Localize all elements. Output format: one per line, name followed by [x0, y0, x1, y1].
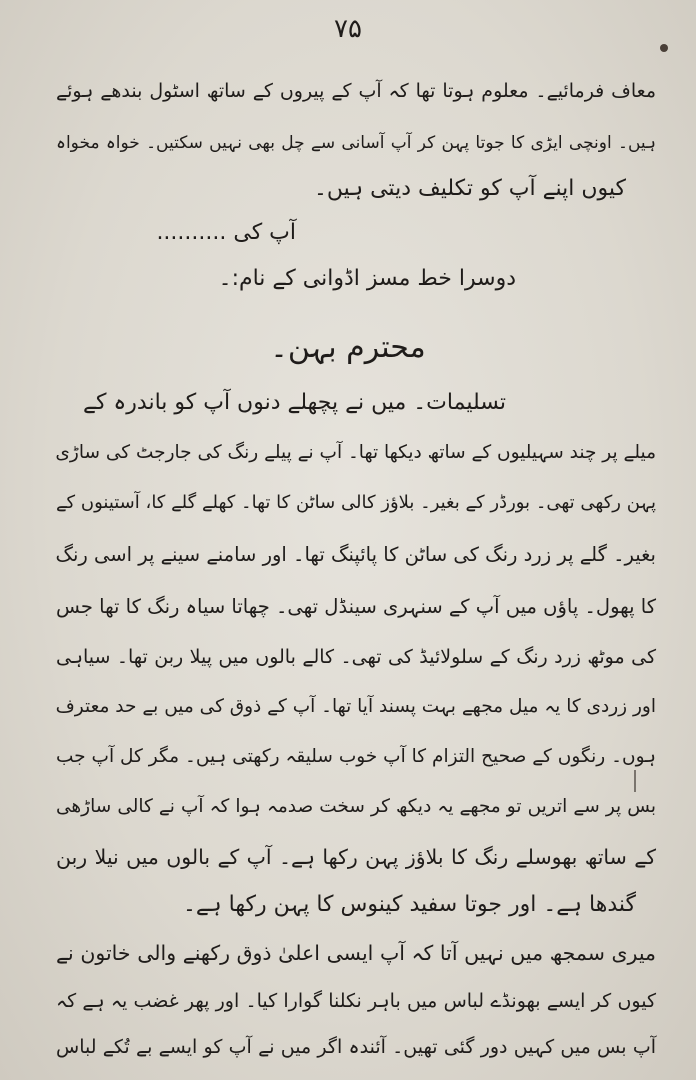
ink-spot — [660, 44, 668, 52]
letter-closing: آپ کی .......... — [156, 220, 296, 245]
body-line: کے ساتھ بھوسلے رنگ کا بلاؤز پہن رکھا ہے۔ آپ کے بالوں میں نیلا ربن — [56, 845, 656, 869]
body-line: اور زردی کا یہ میل مجھے بہت پسند آیا تھا۔ آپ کے ذوق کی میں بے حد معترف — [55, 696, 656, 717]
body-line: آپ بس میں کہیں دور گئی تھیں۔ آئندہ اگر میں نے آپ کو ایسے بے تُکے لباس — [56, 1036, 656, 1058]
intro-line: کیوں اپنے آپ کو تکلیف دیتی ہیں۔ — [313, 176, 626, 201]
salutation-heading: محترم بہن۔ — [270, 330, 426, 365]
intro-line: ہیں۔ اونچی ایڑی کا جوتا پہن کر آپ آسانی سے چل بھی نہیں سکتیں۔ خواہ مخواہ — [56, 133, 656, 153]
intro-line: معاف فرمائیے۔ معلوم ہوتا تھا کہ آپ کے پیروں کے ساتھ اسٹول بندھے ہوئے — [56, 80, 656, 102]
body-line: بغیر۔ گلے پر زرد رنگ کی ساٹن کا پائپنگ تھا۔ اور سامنے سینے پر اسی رنگ — [55, 543, 656, 566]
page-number: ۷۵ — [334, 14, 362, 44]
body-line: کا پھول۔ پاؤں میں آپ کے سنہری سینڈل تھی۔ چھاتا سیاہ رنگ کا تھا جس — [56, 595, 656, 618]
body-line: بس پر سے اتریں تو مجھے یہ دیکھ کر سخت صدمہ ہوا کہ آپ نے کالی ساڑھی — [56, 796, 656, 817]
body-line: میلے پر چند سہیلیوں کے ساتھ دیکھا تھا۔ آپ نے پیلے رنگ کی جارجٹ کی ساڑی — [55, 442, 656, 463]
second-letter-label: دوسرا خط مسز اڈوانی کے نام:۔ — [218, 266, 516, 291]
body-line: پہن رکھی تھی۔ بورڈر کے بغیر۔ بلاؤز کالی ساٹن کا تھا۔ کھلے گلے کا، آستینوں کے — [56, 492, 656, 513]
body-line: ہوں۔ رنگوں کے صحیح التزام کا آپ خوب سلیقہ رکھتی ہیں۔ مگر کل آپ جب — [56, 746, 656, 767]
body-line: کیوں کر ایسے بھونڈے لباس میں باہر نکلنا گوارا کیا۔ اور پھر غضب یہ ہے کہ — [56, 990, 656, 1012]
body-line: کی موٹھ زرد رنگ کے سلولائیڈ کی تھی۔ کالے بالوں میں پیلا ربن تھا۔ سیاہی — [56, 646, 656, 668]
body-line: میری سمجھ میں نہیں آتا کہ آپ ایسی اعلیٰ ذوق رکھنے والی خاتون نے — [56, 941, 656, 965]
body-line: گندھا ہے۔ اور جوتا سفید کینوس کا پہن رکھا ہے۔ — [183, 892, 636, 917]
body-line: تسلیمات۔ میں نے پچھلے دنوں آپ کو باندرہ کے — [83, 390, 506, 415]
